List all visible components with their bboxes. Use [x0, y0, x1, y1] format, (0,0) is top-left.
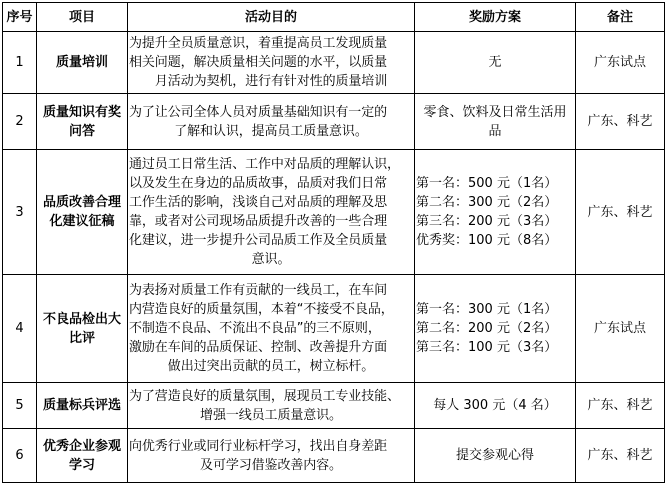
activity-table	[2, 2, 665, 483]
project-name: 优秀企业参观 学习	[37, 429, 128, 483]
project-name: 质量标兵评选	[37, 383, 128, 429]
row-number: 4	[3, 275, 37, 383]
row-number: 2	[3, 94, 37, 150]
header-no: 序号	[3, 3, 37, 32]
table-row	[3, 383, 665, 429]
table-row	[3, 94, 665, 150]
header-purpose: 活动目的	[128, 3, 415, 32]
note: 广东、科艺	[576, 150, 665, 275]
reward-plan: 第一名：500 元（1名） 第二名：300 元（2名） 第三名：200 元（3名） 优秀奖：100 元（8名）	[415, 150, 576, 275]
note: 广东、科艺	[576, 429, 665, 483]
row-number: 6	[3, 429, 37, 483]
header-row	[3, 3, 665, 32]
table-row	[3, 150, 665, 275]
activity-purpose: 向优秀行业或同行业标杆学习，找出自身差距 及可学习借鉴改善内容。	[128, 429, 415, 483]
note: 广东、科艺	[576, 383, 665, 429]
activity-purpose: 为提升全员质量意识，着重提高员工发现质量 相关问题，解决质量相关问题的水平，以质量 月活动为契机，进行有针对性的质量培训	[128, 32, 415, 94]
row-number: 3	[3, 150, 37, 275]
header-note: 备注	[576, 3, 665, 32]
activity-purpose: 为了让公司全体人员对质量基础知识有一定的 了解和认识，提高员工质量意识。	[128, 94, 415, 150]
reward-plan: 零食、饮料及日常生活用 品	[415, 94, 576, 150]
reward-plan: 每人 300 元（4 名）	[415, 383, 576, 429]
table-row	[3, 429, 665, 483]
project-name: 质量知识有奖 问答	[37, 94, 128, 150]
project-name: 质量培训	[37, 32, 128, 94]
project-name: 不良品检出大 比评	[37, 275, 128, 383]
reward-plan: 第一名：300 元（1名） 第二名：200 元（2名） 第三名：100 元（3名）	[415, 275, 576, 383]
note: 广东试点	[576, 32, 665, 94]
project-name: 品质改善合理 化建议征稿	[37, 150, 128, 275]
row-number: 5	[3, 383, 37, 429]
activity-purpose: 为表扬对质量工作有贡献的一线员工，在车间 内营造良好的质量氛围，本着“不接受不良品， 不制造不良品、不流出不良品”的三不原则， 激励在车间的品质保证、控制、改善提升方面 做出过突出贡献的员工，树立标杆。	[128, 275, 415, 383]
reward-plan: 无	[415, 32, 576, 94]
activity-purpose: 通过员工日常生活、工作中对品质的理解认识， 以及发生在身边的品质故事，品质对我们日常 工作生活的影响，浅谈自己对品质的理解及思 靠，或者对公司现场品质提升改善的一些合理 化建议，进一步提升公司品质工作及全员质量 意识。	[128, 150, 415, 275]
header-reward: 奖励方案	[415, 3, 576, 32]
reward-plan: 提交参观心得	[415, 429, 576, 483]
note: 广东、科艺	[576, 94, 665, 150]
header-project: 项目	[37, 3, 128, 32]
row-number: 1	[3, 32, 37, 94]
table-row	[3, 32, 665, 94]
table-row	[3, 275, 665, 383]
note: 广东试点	[576, 275, 665, 383]
activity-purpose: 为了营造良好的质量氛围，展现员工专业技能、 增强一线员工质量意识。	[128, 383, 415, 429]
